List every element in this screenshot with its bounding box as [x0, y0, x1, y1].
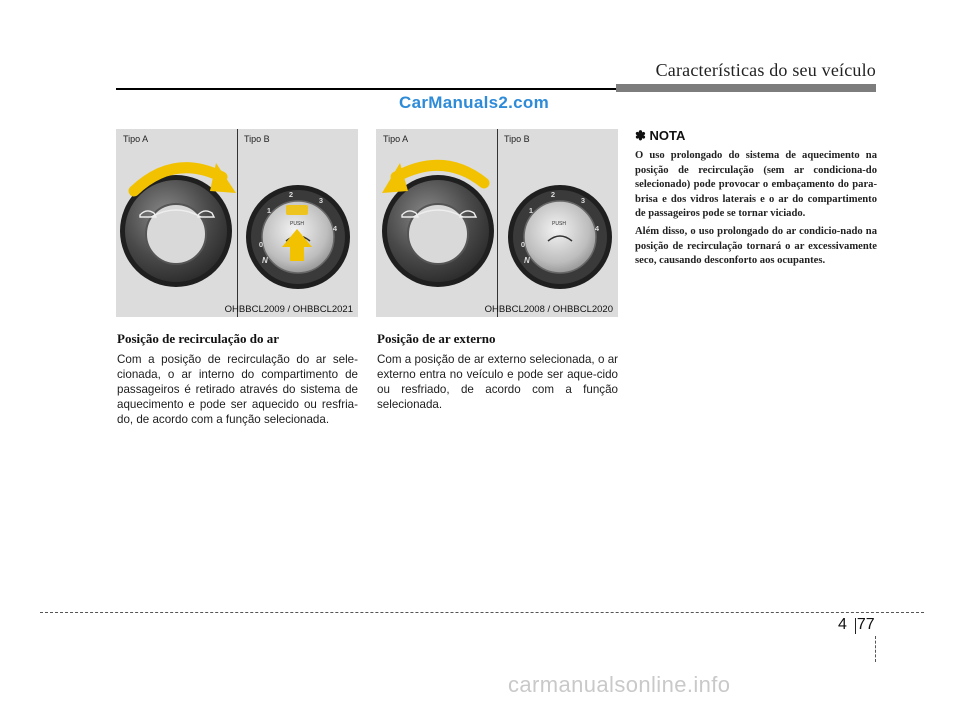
section-body-recirculation: Com a posição de recirculação do ar sele-cionada, o ar interno do compartimento de passageiros é retirado através do sistema de aquecimento e pode ser aquecido ou resfria-do, de acordo com a função selecionada.: [117, 353, 358, 426]
watermark-top[interactable]: CarManuals2.com: [399, 93, 549, 112]
figure-divider: [497, 129, 498, 317]
dial-number: 3: [580, 196, 586, 205]
figure-label-tipo-b: Tipo B: [244, 134, 270, 144]
dial-icon-glyph: N: [262, 256, 268, 265]
figure-label-tipo-a: Tipo A: [383, 134, 409, 144]
dial-number: 0: [520, 240, 526, 249]
nota-heading: [635, 128, 685, 144]
nota-star-icon: ✽: [635, 128, 646, 143]
page-number-separator: [855, 618, 856, 634]
figure-external-air: [376, 129, 618, 317]
nota-body: [635, 149, 877, 272]
nota-paragraph: O uso prolongado do sistema de aquecimento na posição de recirculação (sem ar condiciona-do selecionado) pode provocar o embaçamento do para-brisa e dos vidros laterais e o ar do compartimento de passageiros pode se tornar viciado.: [635, 150, 877, 220]
dial-icon-glyph: N: [524, 256, 530, 265]
figure-label-tipo-a: Tipo A: [123, 134, 149, 144]
nota-title: NOTA: [649, 128, 686, 143]
dial-number: 1: [528, 206, 534, 215]
dial-number: 4: [332, 224, 338, 233]
push-label: PUSH: [552, 221, 566, 227]
dial-number: 0: [258, 240, 264, 249]
header-rule: [116, 88, 616, 90]
figure-divider: [237, 129, 238, 317]
dial-number: 1: [266, 206, 272, 215]
push-label: PUSH: [290, 221, 304, 227]
page-number-dash: [875, 636, 876, 662]
figure-recirculation: [116, 129, 358, 317]
header-bar: [616, 84, 876, 92]
dial-number: 3: [318, 196, 324, 205]
watermark-bottom[interactable]: carmanualsonline.info: [508, 672, 731, 697]
figure-label-tipo-b: Tipo B: [504, 134, 530, 144]
dial-number: 2: [288, 190, 294, 199]
page-number: [838, 616, 875, 634]
page-index: 77: [856, 616, 875, 633]
section-title-external-air: Posição de ar externo: [377, 331, 496, 346]
figure-code: OHBBCL2008 / OHBBCL2020: [484, 304, 613, 315]
nota-paragraph: Além disso, o uso prolongado do ar condicio-nado na posição de recirculação tornará o ar excessivamente seco, causando desconforto aos ocupantes.: [635, 225, 877, 267]
section-body-external-air: Com a posição de ar externo selecionada, o ar externo entra no veículo e pode ser aque-cido ou resfriado, de acordo com a função selecionada.: [377, 353, 618, 411]
chapter-header-title: Características do seu veículo: [655, 60, 876, 80]
page-chapter: 4: [838, 616, 847, 633]
dial-number: 2: [550, 190, 556, 199]
figure-code: OHBBCL2009 / OHBBCL2021: [224, 304, 353, 315]
dial-number: 4: [594, 224, 600, 233]
section-title-recirculation: Posição de recirculação do ar: [117, 331, 279, 346]
footer-dashed-rule: [40, 612, 924, 613]
